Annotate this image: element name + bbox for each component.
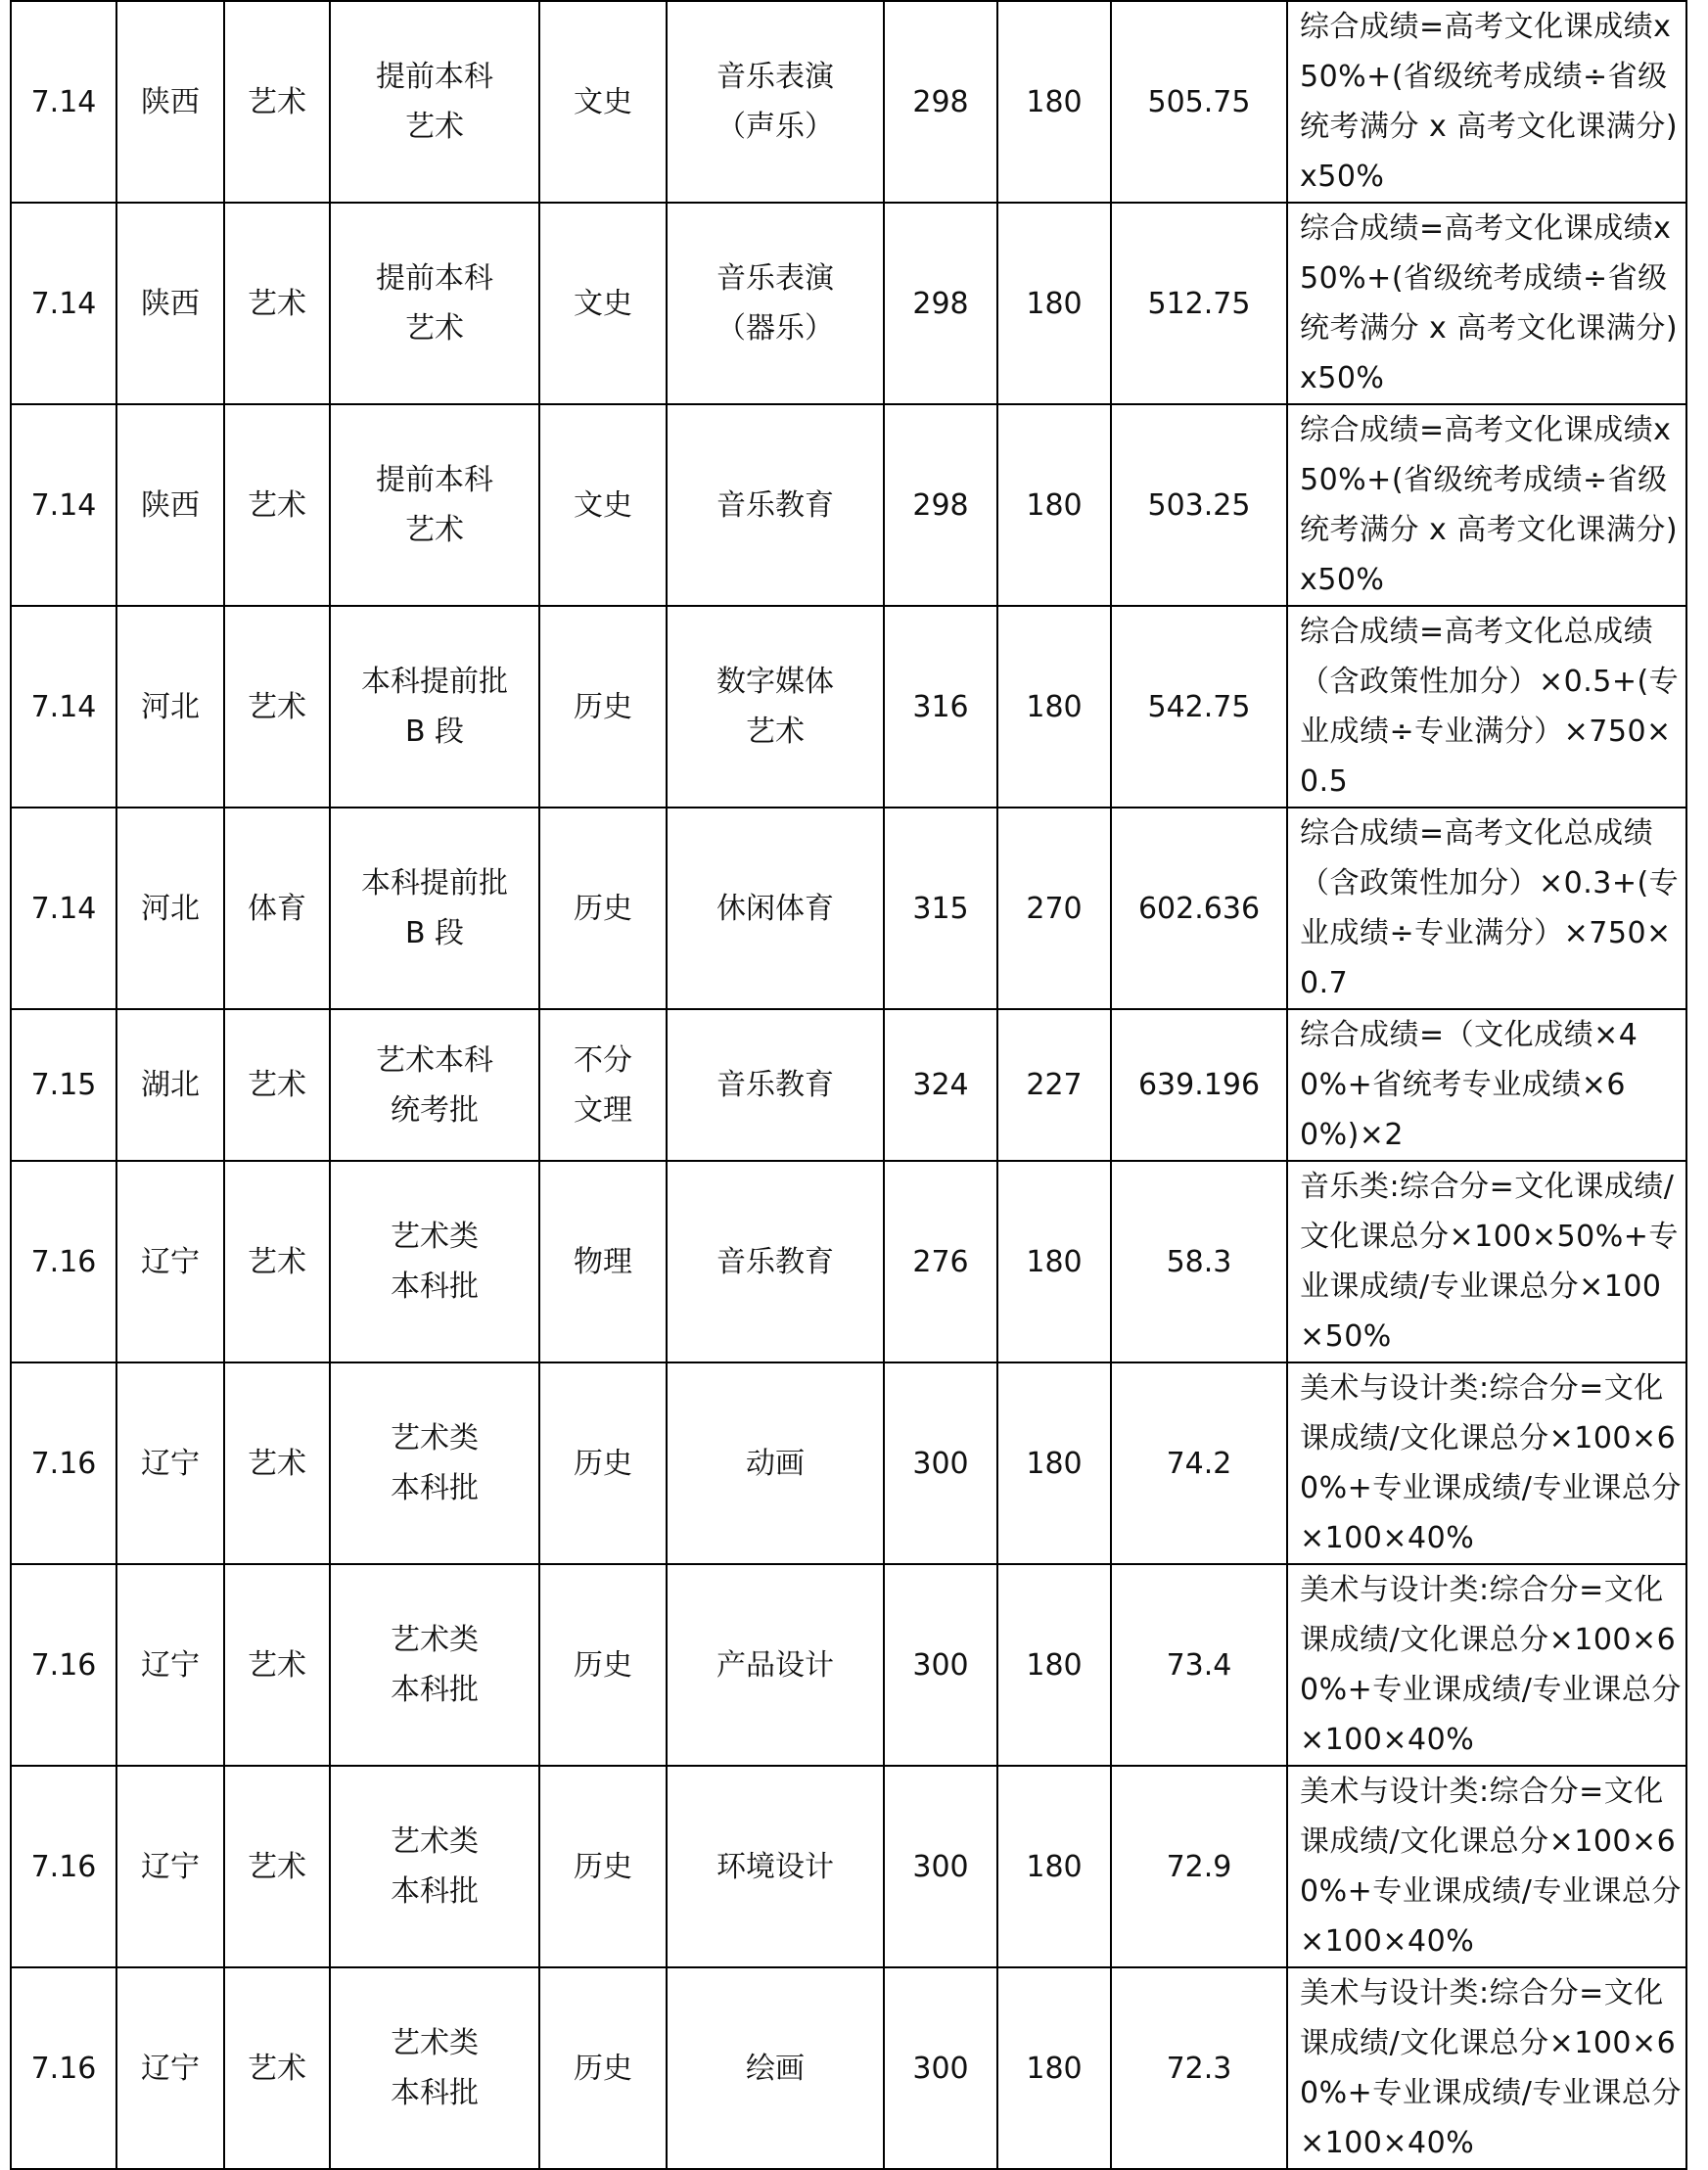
batch-line: 提前本科 [376,261,493,296]
batch-cell [330,1,539,203]
pro-line-cell: 180 [997,1161,1111,1362]
province-cell: 陕西 [116,203,224,404]
batch-line: 艺术 [405,513,464,547]
subject-line: 历史 [574,689,632,724]
subject-cell [539,808,667,1009]
batch-line: 本科批 [391,1471,479,1505]
score-cell: 639.196 [1111,1009,1287,1161]
pro-line-cell: 227 [997,1009,1111,1161]
major-line: 环境设计 [716,1849,834,1884]
subject-line: 历史 [574,1647,632,1683]
subject-cell [539,1967,667,2169]
major-cell [667,808,884,1009]
culture-line-cell: 300 [884,1362,997,1564]
date-cell: 7.16 [11,1564,116,1766]
pro-line-cell: 180 [997,606,1111,808]
batch-line: 艺术本科 [376,1042,493,1078]
batch-line: 艺术类 [391,2026,479,2060]
score-cell: 58.3 [1111,1161,1287,1362]
province-cell: 河北 [116,808,224,1009]
table-row [11,1564,1686,1766]
category-cell: 艺术 [224,1161,330,1362]
major-line: 艺术 [746,715,805,749]
batch-line: 提前本科 [376,463,493,497]
table-row [11,1766,1686,1967]
batch-cell [330,1766,539,1967]
date-cell: 7.16 [11,1161,116,1362]
major-line: 动画 [746,1446,805,1481]
batch-cell [330,1362,539,1564]
subject-cell [539,1161,667,1362]
score-cell: 74.2 [1111,1362,1287,1564]
major-line: 绘画 [746,2051,805,2086]
culture-line-cell: 315 [884,808,997,1009]
formula-cell: 美术与设计类:综合分=文化课成绩/文化课总分×100×60%+专业课成绩/专业课总分×100×40% [1287,1766,1686,1967]
batch-line: 本科提前批 [361,665,508,699]
score-cell: 512.75 [1111,203,1287,404]
major-line: （器乐） [716,311,834,346]
major-line: 音乐表演 [716,60,834,94]
province-cell: 河北 [116,606,224,808]
subject-cell [539,1,667,203]
batch-cell [330,606,539,808]
batch-line: 艺术类 [391,1220,479,1254]
province-cell: 辽宁 [116,1766,224,1967]
major-cell [667,1564,884,1766]
batch-line: 本科提前批 [361,866,508,900]
batch-cell [330,203,539,404]
subject-line: 文史 [574,487,632,523]
pro-line-cell: 180 [997,1967,1111,2169]
culture-line-cell: 316 [884,606,997,808]
major-cell [667,404,884,606]
province-cell: 陕西 [116,404,224,606]
subject-cell [539,404,667,606]
batch-line: B 段 [404,916,465,950]
province-cell: 陕西 [116,1,224,203]
date-cell: 7.16 [11,1362,116,1564]
score-cell: 72.3 [1111,1967,1287,2169]
formula-cell: 综合成绩=高考文化课成绩x50%+(省级统考成绩÷省级统考满分 x 高考文化课满分)x50% [1287,1,1686,203]
formula-cell: 美术与设计类:综合分=文化课成绩/文化课总分×100×60%+专业课成绩/专业课总分×100×40% [1287,1362,1686,1564]
date-cell: 7.14 [11,404,116,606]
culture-line-cell: 298 [884,1,997,203]
score-cell: 72.9 [1111,1766,1287,1967]
table-row [11,1967,1686,2169]
batch-line: B 段 [404,715,465,749]
category-cell: 艺术 [224,1766,330,1967]
subject-line: 历史 [574,1849,632,1884]
subject-line: 历史 [574,1446,632,1481]
batch-line: 艺术类 [391,1623,479,1657]
table-row [11,808,1686,1009]
culture-line-cell: 324 [884,1009,997,1161]
subject-line: 文史 [574,286,632,321]
batch-line: 艺术 [405,311,464,346]
culture-line-cell: 300 [884,1766,997,1967]
subject-line: 文理 [574,1092,632,1128]
table-row [11,1009,1686,1161]
batch-cell [330,1009,539,1161]
batch-line: 艺术类 [391,1824,479,1859]
category-cell: 艺术 [224,1362,330,1564]
formula-cell: 综合成绩=（文化成绩×40%+省统考专业成绩×60%)×2 [1287,1009,1686,1161]
batch-line: 提前本科 [376,60,493,94]
pro-line-cell: 180 [997,1766,1111,1967]
major-line: 数字媒体 [716,665,834,699]
score-cell: 73.4 [1111,1564,1287,1766]
table-row [11,203,1686,404]
formula-cell: 美术与设计类:综合分=文化课成绩/文化课总分×100×60%+专业课成绩/专业课总分×100×40% [1287,1564,1686,1766]
score-cell: 503.25 [1111,404,1287,606]
formula-cell: 综合成绩=高考文化课成绩x50%+(省级统考成绩÷省级统考满分 x 高考文化课满分)x50% [1287,203,1686,404]
subject-line: 文史 [574,84,632,119]
major-cell [667,1362,884,1564]
category-cell: 艺术 [224,1967,330,2169]
table-row [11,1161,1686,1362]
category-cell: 艺术 [224,1,330,203]
formula-cell: 美术与设计类:综合分=文化课成绩/文化课总分×100×60%+专业课成绩/专业课总分×100×40% [1287,1967,1686,2169]
date-cell: 7.16 [11,1766,116,1967]
major-line: 音乐教育 [716,1068,834,1102]
culture-line-cell: 298 [884,404,997,606]
major-cell [667,203,884,404]
major-cell [667,1161,884,1362]
major-line: （声乐） [716,110,834,144]
subject-cell [539,1362,667,1564]
major-line: 产品设计 [716,1647,834,1683]
major-line: 音乐教育 [716,1244,834,1279]
formula-cell: 综合成绩=高考文化总成绩（含政策性加分）×0.3+(专业成绩÷专业满分）×750×0.7 [1287,808,1686,1009]
pro-line-cell: 180 [997,404,1111,606]
subject-cell [539,1564,667,1766]
batch-cell [330,808,539,1009]
pro-line-cell: 180 [997,1,1111,203]
province-cell: 辽宁 [116,1564,224,1766]
province-cell: 湖北 [116,1009,224,1161]
formula-cell: 综合成绩=高考文化课成绩x50%+(省级统考成绩÷省级统考满分 x 高考文化课满分)x50% [1287,404,1686,606]
major-line: 音乐表演 [716,261,834,296]
batch-line: 本科批 [391,1874,479,1909]
category-cell: 艺术 [224,606,330,808]
date-cell: 7.15 [11,1009,116,1161]
table-row [11,404,1686,606]
batch-line: 统考批 [391,1092,479,1128]
pro-line-cell: 180 [997,1362,1111,1564]
date-cell: 7.16 [11,1967,116,2169]
major-cell [667,1766,884,1967]
culture-line-cell: 300 [884,1967,997,2169]
score-cell: 602.636 [1111,808,1287,1009]
pro-line-cell: 180 [997,203,1111,404]
province-cell: 辽宁 [116,1362,224,1564]
batch-cell [330,1967,539,2169]
batch-cell [330,404,539,606]
culture-line-cell: 276 [884,1161,997,1362]
culture-line-cell: 298 [884,203,997,404]
formula-cell: 综合成绩=高考文化总成绩（含政策性加分）×0.5+(专业成绩÷专业满分）×750×0.5 [1287,606,1686,808]
batch-line: 本科批 [391,1270,479,1304]
province-cell: 辽宁 [116,1967,224,2169]
date-cell: 7.14 [11,1,116,203]
batch-line: 本科批 [391,2076,479,2110]
category-cell: 艺术 [224,1564,330,1766]
subject-line: 历史 [574,891,632,926]
category-cell: 艺术 [224,1009,330,1161]
batch-line: 本科批 [391,1673,479,1707]
culture-line-cell: 300 [884,1564,997,1766]
date-cell: 7.14 [11,808,116,1009]
subject-line: 不分 [574,1042,632,1078]
major-line: 音乐教育 [716,487,834,523]
subject-line: 物理 [574,1244,632,1279]
date-cell: 7.14 [11,606,116,808]
table-body [11,1,1686,2169]
admission-scores-table [10,0,1687,2170]
pro-line-cell: 180 [997,1564,1111,1766]
subject-line: 历史 [574,2051,632,2086]
table-row [11,1362,1686,1564]
table-row [11,1,1686,203]
category-cell: 艺术 [224,203,330,404]
formula-cell: 音乐类:综合分=文化课成绩/文化课总分×100×50%+专业课成绩/专业课总分×100×50% [1287,1161,1686,1362]
score-cell: 505.75 [1111,1,1287,203]
subject-cell [539,1009,667,1161]
pro-line-cell: 270 [997,808,1111,1009]
category-cell: 艺术 [224,404,330,606]
province-cell: 辽宁 [116,1161,224,1362]
score-cell: 542.75 [1111,606,1287,808]
subject-cell [539,1766,667,1967]
major-line: 休闲体育 [716,891,834,926]
subject-cell [539,203,667,404]
table-row [11,606,1686,808]
major-cell [667,1967,884,2169]
major-cell [667,1,884,203]
date-cell: 7.14 [11,203,116,404]
batch-line: 艺术 [405,110,464,144]
major-cell [667,606,884,808]
category-cell: 体育 [224,808,330,1009]
batch-cell [330,1161,539,1362]
subject-cell [539,606,667,808]
major-cell [667,1009,884,1161]
batch-line: 艺术类 [391,1421,479,1455]
batch-cell [330,1564,539,1766]
